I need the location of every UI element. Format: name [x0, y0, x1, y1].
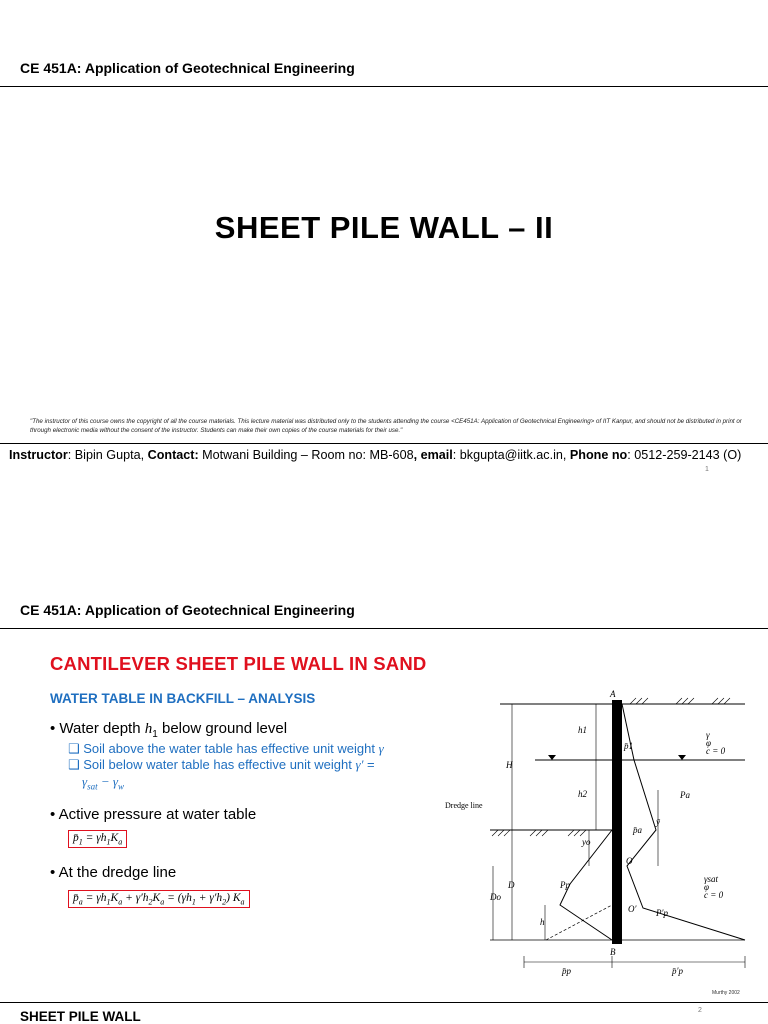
label-O-prime: O′ [628, 904, 637, 914]
slide-subtitle: WATER TABLE IN BACKFILL – ANALYSIS [50, 691, 316, 706]
sub-bullet-above-water: ❑ Soil above the water table has effective unit weight γ [68, 741, 384, 756]
instructor-line [9, 448, 741, 462]
sub-bullet-below-water-cont: $\gamma_{sat} - \gamma_w$ [82, 774, 125, 792]
slide-footer: SHEET PILE WALL [20, 1009, 141, 1024]
label-O: O [626, 856, 633, 866]
label-pp-prime-bottom: p̄′p [672, 966, 683, 976]
label-soil-top-gamma: γ [706, 730, 710, 740]
label-h: h [540, 917, 545, 927]
footer-divider [0, 443, 768, 444]
slide-2 [0, 590, 768, 1024]
instructor-name: : Bipin Gupta, [67, 448, 148, 462]
figure-credit: Murthy 2002 [712, 990, 740, 996]
label-soil-bottom-phi: φ [704, 882, 709, 892]
label-soil-bottom-gamma: γsat [704, 874, 719, 884]
label-pp-bottom: p̄p [562, 966, 571, 976]
phone-value: : 0512-259-2143 (O) [627, 448, 742, 462]
label-ybar: ȳ [656, 817, 660, 827]
label-Pp: Pp [560, 880, 570, 890]
course-header: CE 451A: Application of Geotechnical Engineering [20, 60, 355, 76]
email-value: : bkgupta@iitk.ac.in, [452, 448, 570, 462]
label-D: D [508, 880, 515, 890]
sub-bullet-below-water: ❑ Soil below water table has effective unit weight γ′ = [68, 757, 375, 772]
label-pa: p̄a [633, 825, 642, 835]
slide-title: CANTILEVER SHEET PILE WALL IN SAND [50, 653, 427, 674]
label-yo: yo [582, 837, 591, 847]
contact-value: Motwani Building – Room no: MB-608 [198, 448, 414, 462]
formula-p1: $p̄_1 = \gamma h_1K_a$ [68, 830, 127, 848]
footer-divider [0, 1002, 768, 1003]
ground-hatch-top [630, 698, 730, 704]
bullet-dredge-line: • At the dredge line [50, 864, 177, 881]
page-number: 2 [698, 1007, 702, 1014]
slide-title: SHEET PILE WALL – II [214, 210, 554, 245]
bullet-active-pressure: • Active pressure at water table [50, 806, 257, 823]
header-divider [0, 628, 768, 629]
label-soil-top-phi: φ [706, 738, 711, 748]
label-h1: h1 [578, 725, 587, 735]
formula-pa: $p̄_a = \gamma h_1K_a + \gamma'h_2K_a = (\gamma h_1 + \gamma'h_2)$ $K_a$ [68, 890, 250, 908]
label-A: A [610, 690, 616, 699]
label-dredge-line: Dredge line [445, 801, 483, 810]
copyright-note: "The instructor of this course owns the copyright of all the course materials. This lecture material was distributed only to the students attending the course <CE451A: Application of Geotechnical Engineering> of IIT Kanpur, and should not be distributed in print or through electronic media without the consent of the instructor. Students can make their own copies of the course materials for their use." [30, 418, 742, 434]
ground-hatch-dredge [492, 830, 586, 836]
sheet-pile [612, 700, 622, 944]
header-divider [0, 86, 768, 87]
page-number: 1 [705, 466, 709, 473]
sheet-pile-diagram [440, 690, 760, 990]
label-Pa: Pa [680, 790, 690, 800]
label-Do: Do [490, 892, 501, 902]
course-header: CE 451A: Application of Geotechnical Engineering [20, 602, 355, 618]
phone-label: Phone no [569, 448, 628, 462]
bullet-water-depth: • Water depth $h_1$ below ground level [50, 720, 288, 740]
label-p1: p̄1 [624, 741, 633, 751]
label-soil-bottom-c: c = 0 [704, 890, 724, 900]
instructor-label: Instructor [9, 448, 68, 462]
label-h2: h2 [578, 789, 587, 799]
slide-1 [0, 0, 768, 490]
email-label: , email [413, 448, 453, 462]
label-B: B [610, 947, 616, 957]
label-Pp-prime: P′p [656, 908, 668, 918]
label-soil-top-c: c = 0 [706, 746, 726, 756]
contact-label: Contact: [147, 448, 199, 462]
label-H: H [506, 760, 513, 770]
